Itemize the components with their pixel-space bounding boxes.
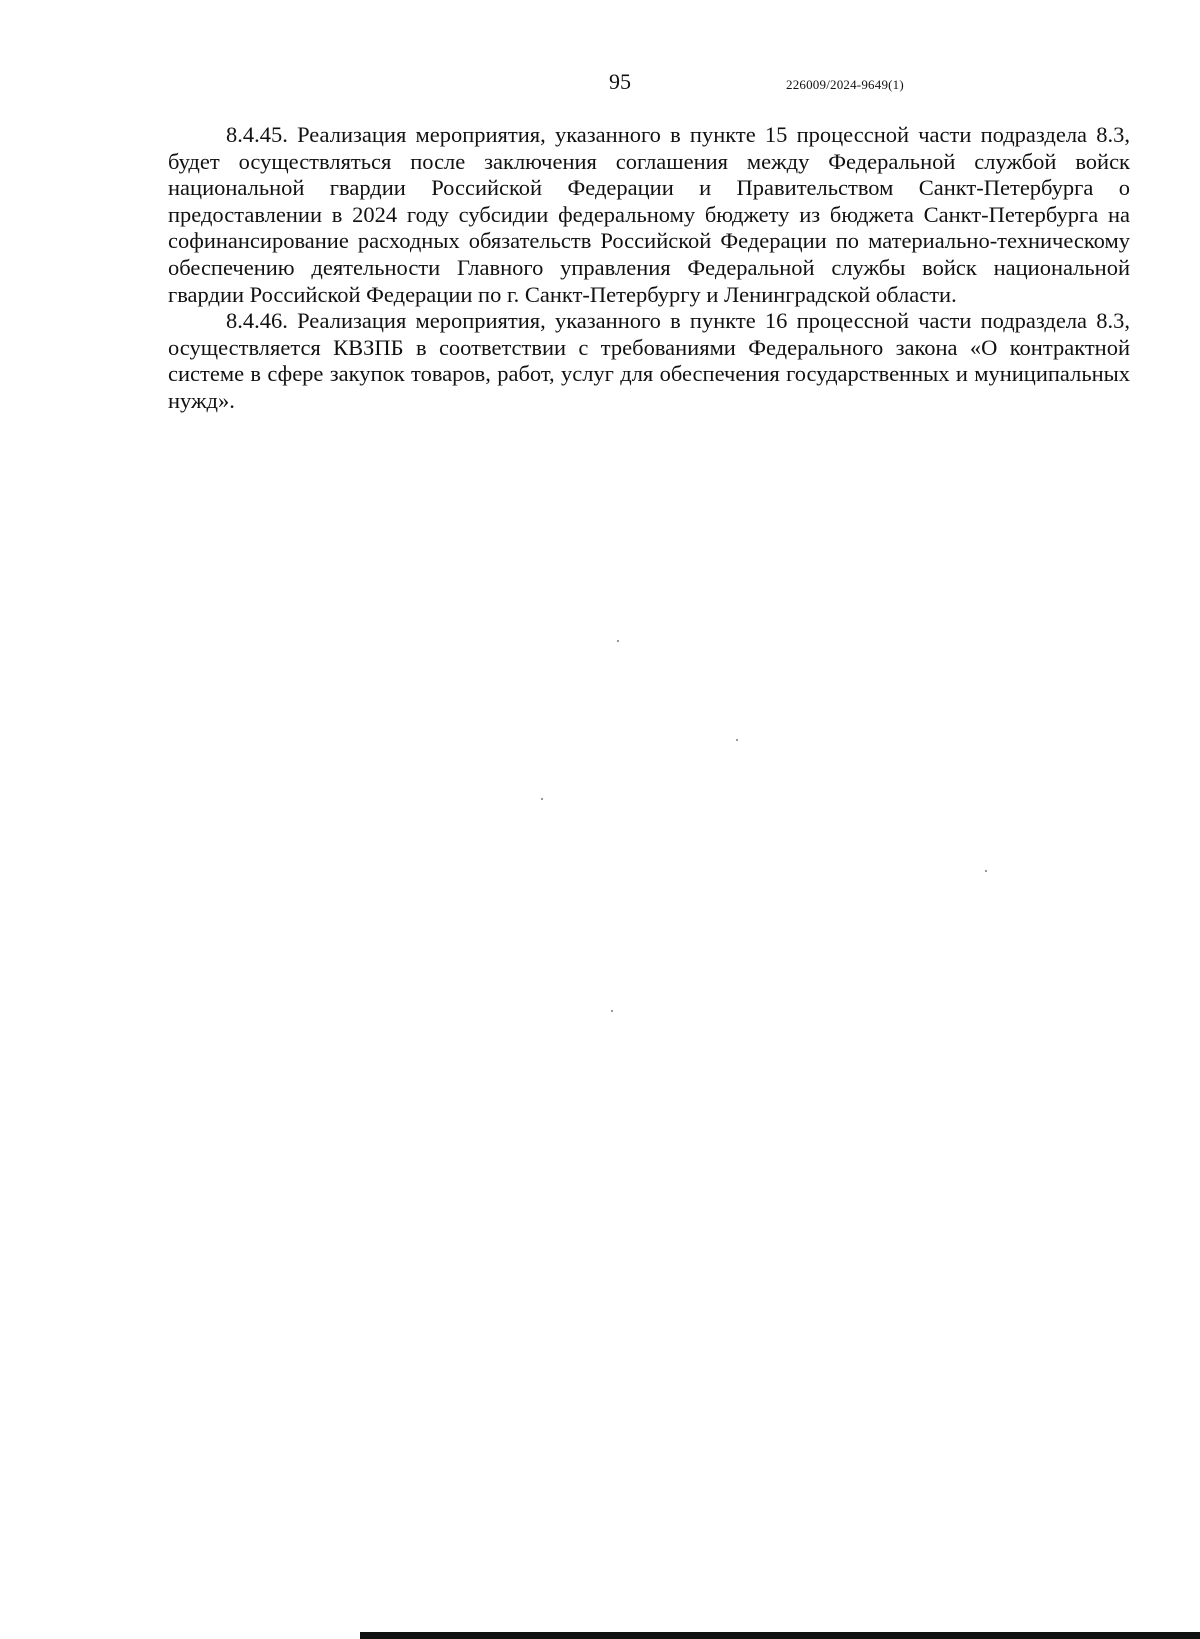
scan-speck xyxy=(541,798,543,800)
scan-speck xyxy=(985,870,987,872)
scan-speck xyxy=(736,739,738,741)
scan-speck xyxy=(617,640,619,642)
scan-speck xyxy=(611,1010,613,1012)
document-id: 226009/2024-9649(1) xyxy=(786,77,904,92)
document-body xyxy=(168,122,1130,415)
paragraph-8-4-46: 8.4.46. Реализация мероприятия, указанного в пункте 16 процессной части подраздела 8.3, осуществляется КВЗПБ в соответствии с требованиями Федерального закона «О контрактной системе в сфере закупок товаров, работ, услуг для обеспечения государственных и муниципальных нужд». xyxy=(168,308,1130,413)
paragraph-8-4-45: 8.4.45. Реализация мероприятия, указанного в пункте 15 процессной части подраздела 8.3, будет осуществляться после заключения соглашения между Федеральной службой войск национальной гвардии Российской Федерации и Правительством Санкт-Петербурга о предоставлении в 2024 году субсидии федеральному бюджету из бюджета Санкт-Петербурга на софинансирование расходных обязательств Российской Федерации по материально-техническому обеспечению деятельности Главного управления Федеральной службы войск национальной гвардии Российской Федерации по г. Санкт-Петербургу и Ленинградской области. xyxy=(168,122,1130,307)
page-number: 95 xyxy=(609,69,631,94)
bottom-scan-edge xyxy=(360,1632,1200,1639)
